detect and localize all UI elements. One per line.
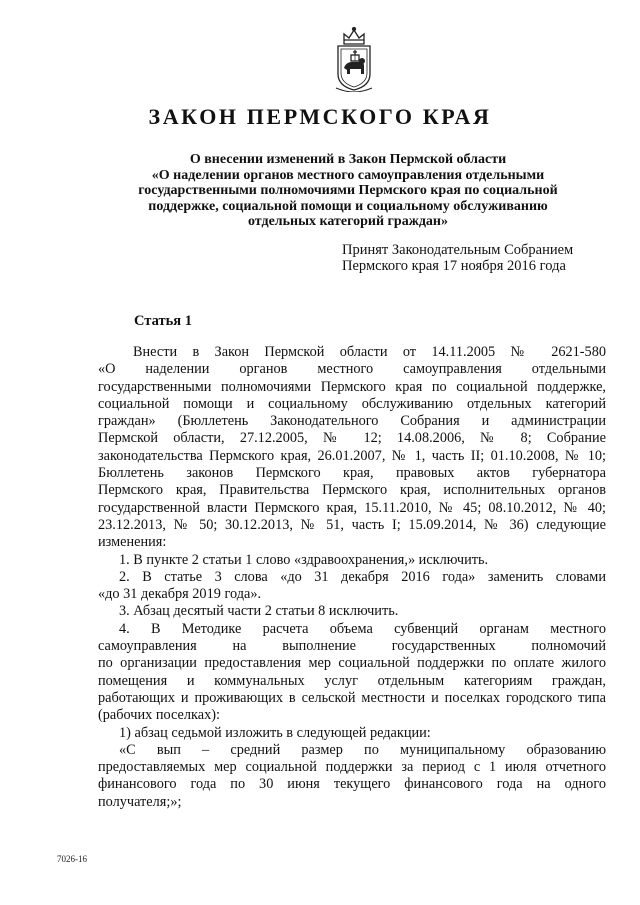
list-item: 3. Абзац десятый части 2 статьи 8 исключить.	[119, 603, 399, 620]
body-line: Пермского края, Правительства Пермского края, исполнительных органов	[98, 482, 606, 499]
body-line: государственной власти Пермского края, 15.11.2010, № 45; 08.10.2012, № 40;	[98, 499, 606, 516]
article-body	[98, 344, 606, 811]
body-line: изменения:	[98, 534, 167, 551]
body-line: государственными полномочиями Пермского края по социальной поддержке,	[98, 378, 606, 395]
body-line: «О наделении органов местного самоуправления отдельными	[98, 361, 606, 378]
body-line: Бюллетень законов Пермского края, правовых актов губернатора	[98, 465, 606, 482]
law-subtitle	[130, 152, 566, 230]
subtitle-line: О внесении изменений в Закон Пермской области	[189, 152, 507, 167]
law-title: ЗАКОН ПЕРМСКОГО КРАЯ	[148, 104, 492, 129]
list-item: 2. В статье 3 слова «до 31 декабря 2016 года» заменить словами	[119, 568, 606, 585]
subtitle-line: отдельных категорий граждан»	[247, 214, 448, 229]
body-line: социальной помощи и социальному обслуживанию отдельных категорий	[98, 395, 606, 412]
list-item: 4. В Методике расчета объема субвенций органам местного	[119, 620, 606, 637]
body-line: «С вып – средний размер по муниципальному образованию	[119, 741, 606, 758]
adoption-line: Пермского края 17 ноября 2016 года	[342, 258, 566, 274]
article-title: Статья 1	[134, 313, 192, 329]
body-line: 23.12.2013, № 50; 30.12.2013, № 51, часть I; 15.09.2014, № 36) следующие	[98, 516, 606, 533]
body-line: Внести в Закон Пермской области от 14.11.2005 № 2621-580	[133, 344, 606, 360]
subtitle-line: государственными полномочиями Пермского края по социальной	[138, 183, 558, 198]
body-line: Пермской области, 27.12.2005, № 12; 14.08.2006, № 8; Собрание	[98, 430, 606, 447]
list-item: 1) абзац седьмой изложить в следующей редакции:	[119, 724, 431, 741]
body-line: (рабочих поселках):	[98, 707, 220, 724]
document-number: 7026-16	[57, 854, 87, 864]
body-line: граждан» (Бюллетень Законодательного Собрания и администрации	[98, 413, 606, 430]
body-line: предоставляемых мер социальной поддержки за период с 1 июля отчетного	[98, 759, 606, 776]
body-line: помещения и коммунальных услуг отдельным категориям граждан,	[98, 672, 606, 689]
body-line: работающих и проживающих в сельской местности и поселках городского типа	[98, 689, 606, 706]
body-line: самоуправления на выполнение государственных полномочий	[98, 638, 606, 655]
body-line: «до 31 декабря 2019 года».	[98, 586, 262, 603]
adoption-line: Принят Законодательным Собранием	[342, 242, 574, 258]
adoption-note	[342, 242, 573, 274]
body-line: по организации предоставления мер социальной поддержки по оплате жилого	[98, 655, 606, 672]
subtitle-line: поддержке, социальной помощи и социальному обслуживанию	[148, 198, 548, 214]
coat-of-arms-icon	[330, 26, 378, 92]
body-line: получателя;»;	[98, 793, 182, 810]
subtitle-line: «О наделении органов местного самоуправления отдельными	[151, 167, 545, 183]
body-line: законодательства Пермского края, 26.01.2007, № 1, часть II; 01.10.2008, № 10;	[98, 447, 606, 464]
body-line: финансового года по 30 июня текущего финансового года на одного	[98, 776, 606, 793]
list-item: 1. В пункте 2 статьи 1 слово «здравоохранения,» исключить.	[119, 551, 489, 568]
